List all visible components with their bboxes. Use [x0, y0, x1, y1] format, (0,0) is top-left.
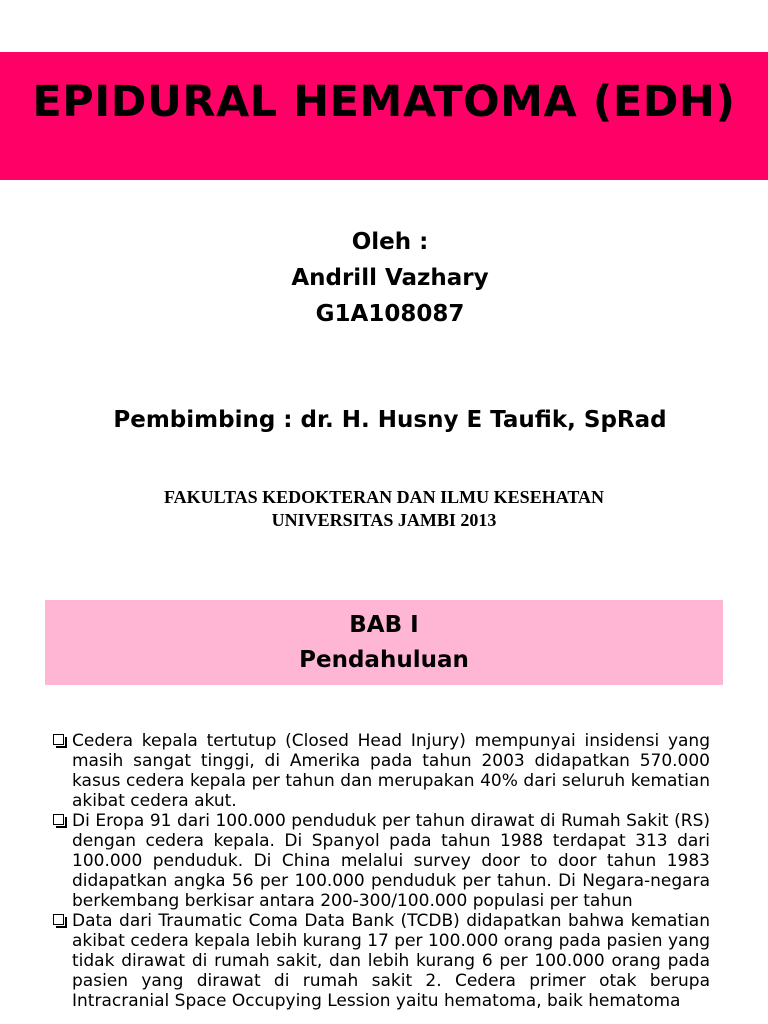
chapter-name: Pendahuluan	[299, 647, 469, 673]
author-by-label: Oleh :	[351, 229, 429, 255]
checkbox-bullet-icon	[53, 734, 64, 745]
author-student-id: G1A108087	[315, 301, 465, 327]
page-title: EPIDURAL HEMATOMA (EDH)	[32, 77, 736, 127]
faculty-name: FAKULTAS KEDOKTERAN DAN ILMU KESEHATAN	[163, 487, 605, 507]
chapter-number: BAB I	[349, 612, 419, 638]
faculty-block	[0, 486, 768, 532]
checkbox-bullet-icon	[53, 814, 64, 825]
university-year: UNIVERSITAS JAMBI 2013	[271, 510, 497, 530]
author-name: Andrill Vazhary	[291, 265, 489, 291]
list-item	[48, 731, 710, 811]
supervisor-line: Pembimbing : dr. H. Husny E Taufik, SpRad	[113, 407, 667, 433]
bullet-list	[48, 731, 710, 1011]
bullet-text: Di Eropa 91 dari 100.000 penduduk per tahun dirawat di Rumah Sakit (RS) dengan cedera kepala. Di Spanyol pada tahun 1988 terdapat 313 dari 100.000 penduduk. Di China melalui survey door to door tahun 1983 didapatkan angka 56 per 100.000 penduduk per tahun. Di Negara-negara berkembang berkisar antara 200-300/100.000 populasi per tahun	[72, 811, 710, 911]
bullet-text: Cedera kepala tertutup (Closed Head Injury) mempunyai insidensi yang masih sangat tinggi, di Amerika pada tahun 2003 didapatkan 570.000 kasus cedera kepala per tahun dan merupakan 40% dari seluruh kematian akibat cedera akut.	[72, 731, 710, 811]
author-block	[0, 224, 768, 332]
list-item	[48, 911, 710, 1011]
bullet-text: Data dari Traumatic Coma Data Bank (TCDB) didapatkan bahwa kematian akibat cedera kepala lebih kurang 17 per 100.000 orang pada pasien yang tidak dirawat di rumah sakit, dan lebih kurang 6 per 100.000 orang pada pasien yang dirawat di rumah sakit 2. Cedera primer otak berupa Intracranial Space Occupying Lession yaitu hematoma, baik hematoma	[72, 911, 710, 1011]
list-item	[48, 811, 710, 911]
chapter-heading	[45, 608, 723, 678]
checkbox-bullet-icon	[53, 914, 64, 925]
